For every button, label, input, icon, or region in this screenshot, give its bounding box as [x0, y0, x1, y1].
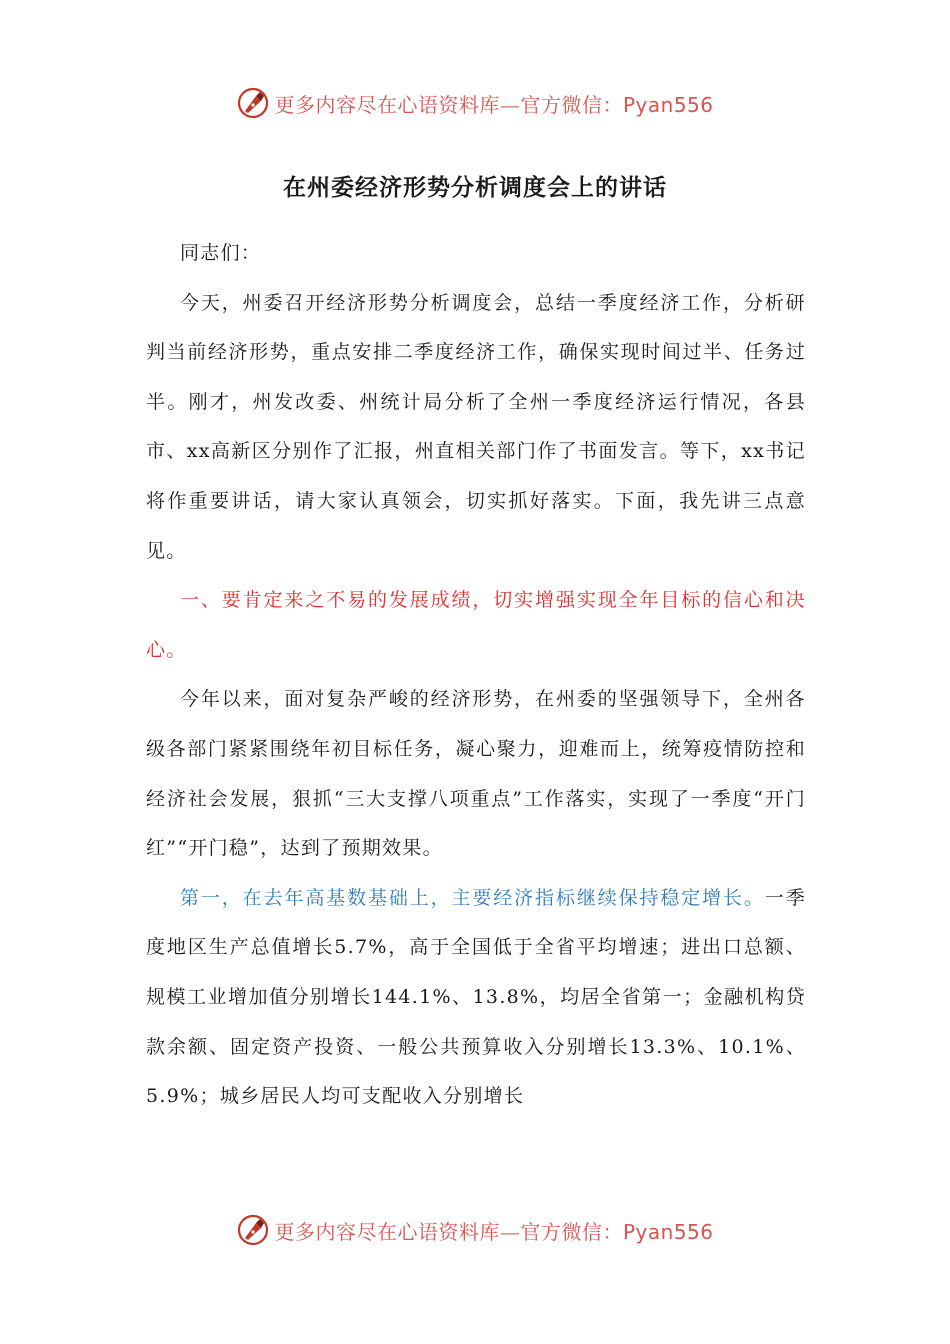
- banner-slogan: 更多内容尽在心语资料库: [274, 92, 500, 117]
- banner-separator: —: [499, 92, 521, 117]
- pen-nib-logo-icon: [236, 86, 270, 120]
- banner-wechat-id: Pyan556: [622, 92, 714, 117]
- header-banner-text: [274, 89, 713, 118]
- document-title: 在州委经济形势分析调度会上的讲话: [283, 174, 667, 201]
- intro-paragraph: 今天，州委召开经济形势分析调度会，总结一季度经济工作，分析研判当前经济形势，重点安排二季度经济工作，确保实现时间过半、任务过半。刚才，州发改委、州统计局分析了全州一季度经济运行情况，各县市、xx高新区分别作了汇报，州直相关部门作了书面发言。等下，xx书记将作重要讲话，请大家认真领会，切实抓好落实。下面，我先讲三点意见。: [146, 291, 806, 562]
- footer-banner-text: [274, 1216, 713, 1245]
- pen-nib-logo-icon: [236, 1213, 270, 1247]
- section-1-paragraph: 今年以来，面对复杂严峻的经济形势，在州委的坚强领导下，全州各级各部门紧紧围绕年初目标任务，凝心聚力，迎难而上，统筹疫情防控和经济社会发展，狠抓“三大支撑八项重点”工作落实，实现了一季度“开门红”“开门稳”，达到了预期效果。: [146, 688, 806, 860]
- point-1-text: 一季度地区生产总值增长5.7%，高于全国低于全省平均增速；进出口总额、规模工业增加值分别增长144.1%、13.8%，均居全省第一；金融机构贷款余额、固定资产投资、一般公共预算收入分别增长13.3%、10.1%、5.9%；城乡居民人均可支配收入分别增长: [146, 886, 806, 1108]
- section-heading-1: 一、要肯定来之不易的发展成绩，切实增强实现全年目标的信心和决心。: [146, 589, 806, 661]
- header-banner: [0, 83, 950, 123]
- document-body: [146, 229, 806, 1122]
- point-1-paragraph: [146, 874, 806, 1122]
- footer-wechat-id: Pyan556: [622, 1219, 714, 1244]
- salutation: 同志们：: [180, 242, 262, 264]
- footer-slogan: 更多内容尽在心语资料库: [274, 1219, 500, 1244]
- footer-wechat-label: 官方微信：: [520, 1219, 623, 1244]
- banner-wechat-label: 官方微信：: [520, 92, 623, 117]
- footer-separator: —: [499, 1219, 521, 1244]
- footer-banner: [0, 1210, 950, 1250]
- point-1-heading: 第一，在去年高基数基础上，主要经济指标继续保持稳定增长。: [180, 886, 765, 909]
